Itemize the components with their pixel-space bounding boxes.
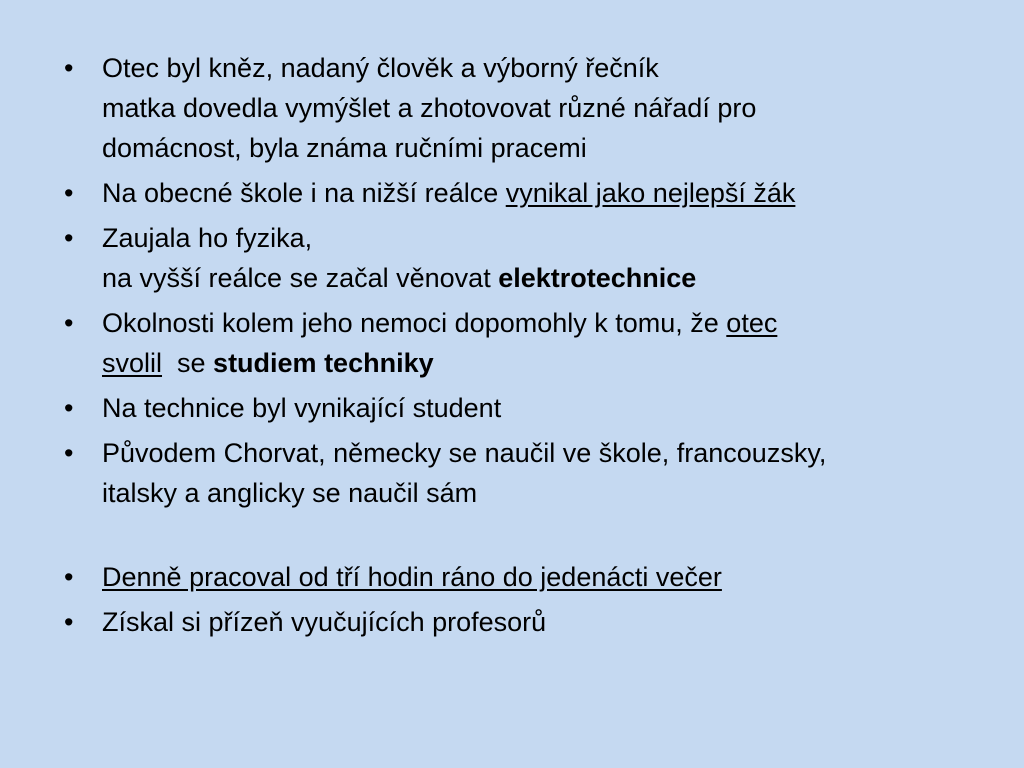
bullet-icon: • xyxy=(64,562,74,592)
list-item xyxy=(64,173,954,213)
list-item xyxy=(64,433,954,513)
item-text: na vyšší reálce se začal věnovat xyxy=(102,263,499,293)
item-text: Otec byl kněz, nadaný člověk a výborný řečník xyxy=(102,53,659,83)
item-text: italsky a anglicky se naučil sám xyxy=(102,478,478,508)
item-text: matka dovedla vymýšlet a zhotovovat různé nářadí pro xyxy=(102,93,757,123)
bullet-icon: • xyxy=(64,223,74,253)
item-text: Na obecné škole i na nižší reálce xyxy=(102,178,506,208)
bullet-icon: • xyxy=(64,308,74,338)
item-text: domácnost, byla známa ručními pracemi xyxy=(102,133,587,163)
item-text: Zaujala ho fyzika, xyxy=(102,223,313,253)
item-text: Získal si přízeň vyučujících profesorů xyxy=(102,607,547,637)
list-item xyxy=(64,218,954,298)
item-text: Na technice byl vynikající student xyxy=(102,393,502,423)
bullet-icon: • xyxy=(64,393,74,423)
item-underlined-text: otec xyxy=(726,308,778,338)
item-underlined-text: svolil xyxy=(102,348,163,378)
list-item xyxy=(64,303,954,383)
bullet-icon: • xyxy=(64,178,74,208)
item-underlined-text: Denně pracoval od tří hodin ráno do jedenácti večer xyxy=(102,562,722,592)
bullet-icon: • xyxy=(64,607,74,637)
bullet-icon: • xyxy=(64,438,74,468)
bullet-icon: • xyxy=(64,53,74,83)
list-item xyxy=(64,602,954,642)
item-underlined-text: vynikal jako nejlepší žák xyxy=(505,178,796,208)
item-text: se xyxy=(162,348,214,378)
item-text: Okolnosti kolem jeho nemoci dopomohly k tomu, že xyxy=(102,308,727,338)
list-item xyxy=(64,48,954,168)
bullet-list xyxy=(64,48,954,642)
list-item xyxy=(64,388,954,428)
item-bold-text: studiem techniky xyxy=(213,348,434,378)
item-text: Původem Chorvat, německy se naučil ve škole, francouzsky, xyxy=(102,438,827,468)
item-bold-text: elektrotechnice xyxy=(498,263,697,293)
list-item xyxy=(64,557,954,597)
